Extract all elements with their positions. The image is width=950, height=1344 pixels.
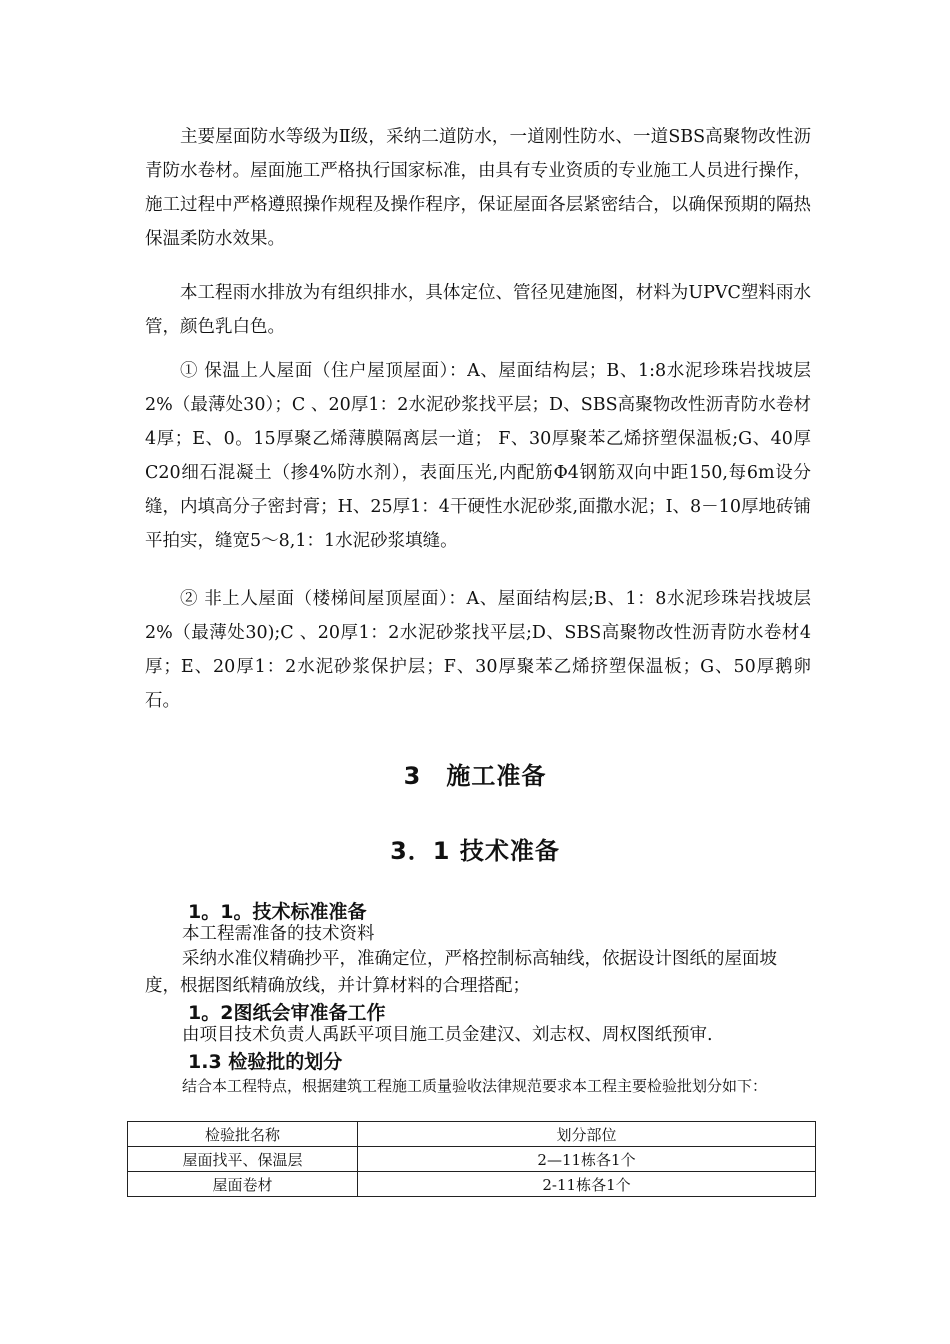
table-cell: 2—11栋各1个: [358, 1147, 816, 1172]
paragraph-non-accessible-roof: ② 非上人屋面（楼梯间屋顶屋面）：A、屋面结构层;B、1：8水泥珍珠岩找坡层2%（最薄处30);C 、20厚1：2水泥砂浆找平层;D、SBS高聚物改性沥青防水卷材4厚；E、20厚1：2水泥砂浆保护层；F、30厚聚苯乙烯挤塑保温板；G、50厚鹅卵石。: [145, 589, 811, 711]
inspection-lot-table: [127, 1121, 816, 1197]
table-cell: 2-11栋各1个: [358, 1172, 816, 1197]
paragraph-roof-waterproofing: 主要屋面防水等级为Ⅱ级，采纳二道防水，一道刚性防水、一道SBS高聚物改性沥青防水卷材。屋面施工严格执行国家标准，由具有专业资质的专业施工人员进行操作，施工过程中严格遵照操作规程及操作程序，保证屋面各层紧密结合，以确保预期的隔热保温柔防水效果。: [145, 127, 811, 249]
table-header-cell: 检验批名称: [128, 1122, 358, 1147]
table-row: [128, 1172, 816, 1197]
heading-tech-standards: 1。1。技术标准准备: [188, 901, 367, 923]
text-tech-materials: 本工程需准备的技术资料: [182, 924, 375, 944]
table-cell: 屋面找平、保温层: [128, 1147, 358, 1172]
heading-inspection-lots: 1.3 检验批的划分: [188, 1051, 343, 1073]
text-inspection-lots: 结合本工程特点，根据建筑工程施工质量验收法律规范要求本工程主要检验批划分如下：: [182, 1077, 768, 1095]
text-drawing-review: 由项目技术负责人禹跃平项目施工员金建汉、刘志权、周权图纸预审.: [182, 1025, 713, 1045]
paragraph-accessible-roof: ① 保温上人屋面（住户屋顶屋面）：A、屋面结构层；B、1:8水泥珍珠岩找坡层2%（最薄处30）；C 、20厚1：2水泥砂浆找平层；D、SBS高聚物改性沥青防水卷材4厚；E、0。15厚聚乙烯薄膜隔离层一道； F、30厚聚苯乙烯挤塑保温板;G、40厚C20细石混凝土（掺4%防水剂），表面压光,内配筋Φ4钢筋双向中距150,每6m设分缝，内填高分子密封膏；H、25厚1：4干硬性水泥砂浆,面撒水泥；I、8－10厚地砖铺平拍实，缝宽5～8,1：1水泥砂浆填缝。: [145, 361, 811, 551]
text-leveling-method: 采纳水准仪精确抄平，准确定位，严格控制标高轴线，依据设计图纸的屋面坡度，根据图纸精确放线，并计算材料的合理搭配；: [145, 949, 777, 996]
heading-drawing-review: 1。2图纸会审准备工作: [188, 1002, 386, 1024]
section-title: 3 施工准备: [403, 762, 547, 790]
table-header-row: [128, 1122, 816, 1147]
table-row: [128, 1147, 816, 1172]
table-cell: 屋面卷材: [128, 1172, 358, 1197]
table-header-cell: 划分部位: [358, 1122, 816, 1147]
subsection-title: 3．1 技术准备: [390, 837, 560, 865]
paragraph-rainwater-drainage: 本工程雨水排放为有组织排水，具体定位、管径见建施图，材料为UPVC塑料雨水管，颜色乳白色。: [145, 283, 811, 337]
